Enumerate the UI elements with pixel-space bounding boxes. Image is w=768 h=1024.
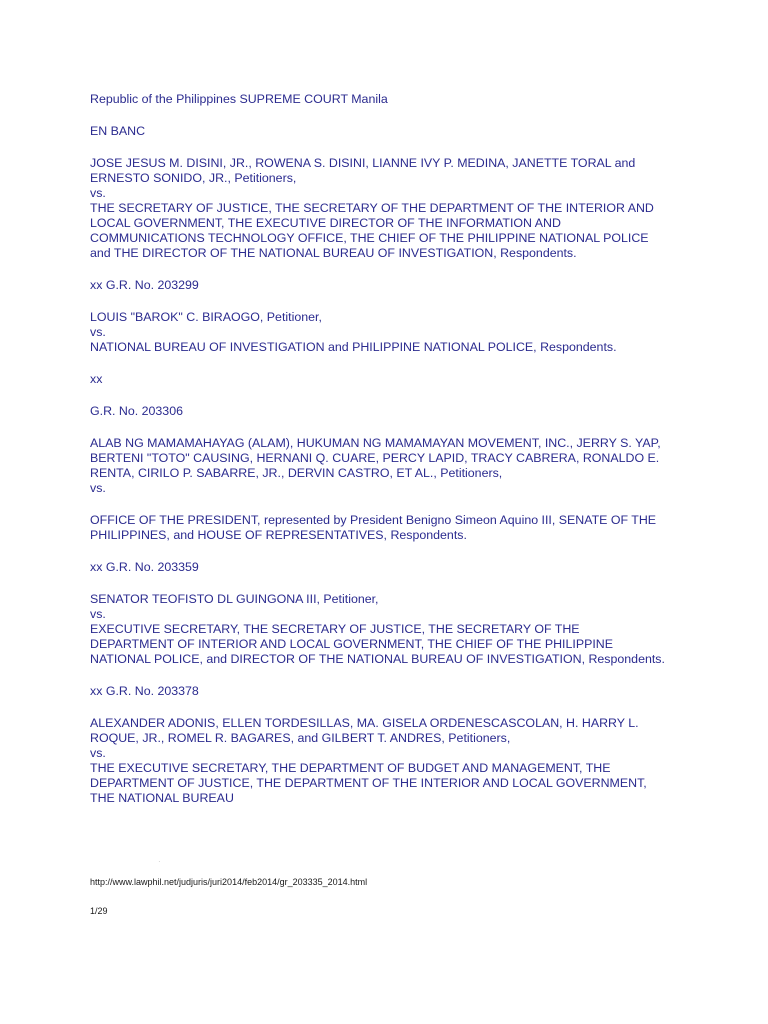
- text-line: EXECUTIVE SECRETARY, THE SECRETARY OF JUSTICE, THE SECRETARY OF THE: [90, 622, 580, 636]
- text-line: JOSE JESUS M. DISINI, JR., ROWENA S. DISINI, LIANNE IVY P. MEDINA, JANETTE TORAL and: [90, 156, 636, 170]
- document-paragraph: [90, 684, 710, 699]
- page-number: 1/29: [90, 906, 108, 916]
- document-paragraph: [90, 560, 710, 575]
- text-line: DEPARTMENT OF JUSTICE, THE DEPARTMENT OF THE INTERIOR AND LOCAL GOVERNMENT,: [90, 776, 647, 790]
- text-line: LOUIS "BAROK" C. BIRAOGO, Petitioner,: [90, 310, 322, 324]
- text-line: EN BANC: [90, 124, 146, 138]
- text-line: xx: [90, 372, 103, 386]
- text-line: vs.: [90, 481, 106, 495]
- document-paragraph: [90, 92, 710, 107]
- text-line: THE SECRETARY OF JUSTICE, THE SECRETARY OF THE DEPARTMENT OF THE INTERIOR AND: [90, 201, 654, 215]
- document-paragraph: [90, 278, 710, 293]
- document-paragraph: [90, 716, 710, 806]
- text-line: DEPARTMENT OF INTERIOR AND LOCAL GOVERNMENT, THE CHIEF OF THE PHILIPPINE: [90, 637, 614, 651]
- text-line: vs.: [90, 607, 106, 621]
- document-paragraph: [90, 124, 710, 139]
- text-line: vs.: [90, 186, 106, 200]
- document-paragraph: [90, 404, 710, 419]
- text-line: SENATOR TEOFISTO DL GUINGONA III, Petitioner,: [90, 592, 379, 606]
- document-paragraph: [90, 156, 710, 261]
- text-line: vs.: [90, 746, 106, 760]
- text-line: and THE DIRECTOR OF THE NATIONAL BUREAU OF INVESTIGATION, Respondents.: [90, 246, 577, 260]
- document-paragraph: [90, 592, 710, 667]
- text-line: G.R. No. 203306: [90, 404, 183, 418]
- text-line: RENTA, CIRILO P. SABARRE, JR., DERVIN CASTRO, ET AL., Petitioners,: [90, 466, 503, 480]
- text-line: xx G.R. No. 203359: [90, 560, 199, 574]
- document-body: [90, 92, 710, 823]
- text-line: ALEXANDER ADONIS, ELLEN TORDESILLAS, MA. GISELA ORDENESCASCOLAN, H. HARRY L.: [90, 716, 639, 730]
- text-line: xx G.R. No. 203378: [90, 684, 199, 698]
- scan-artifact: ·: [158, 857, 161, 866]
- document-paragraph: [90, 310, 710, 355]
- text-line: OFFICE OF THE PRESIDENT, represented by President Benigno Simeon Aquino III, SENATE OF THE: [90, 513, 657, 527]
- text-line: PHILIPPINES, and HOUSE OF REPRESENTATIVES, Respondents.: [90, 528, 467, 542]
- text-line: THE EXECUTIVE SECRETARY, THE DEPARTMENT OF BUDGET AND MANAGEMENT, THE: [90, 761, 611, 775]
- document-paragraph: [90, 436, 710, 496]
- text-line: ERNESTO SONIDO, JR., Petitioners,: [90, 171, 297, 185]
- text-line: xx G.R. No. 203299: [90, 278, 199, 292]
- text-line: NATIONAL BUREAU OF INVESTIGATION and PHILIPPINE NATIONAL POLICE, Respondents.: [90, 340, 617, 354]
- text-line: NATIONAL POLICE, and DIRECTOR OF THE NATIONAL BUREAU OF INVESTIGATION, Respondents.: [90, 652, 665, 666]
- text-line: vs.: [90, 325, 106, 339]
- document-paragraph: [90, 513, 710, 543]
- text-line: Republic of the Philippines SUPREME COURT Manila: [90, 92, 388, 106]
- document-paragraph: [90, 372, 710, 387]
- text-line: BERTENI "TOTO" CAUSING, HERNANI Q. CUARE, PERCY LAPID, TRACY CABRERA, RONALDO E.: [90, 451, 660, 465]
- text-line: THE NATIONAL BUREAU: [90, 791, 234, 805]
- text-line: ALAB NG MAMAMAHAYAG (ALAM), HUKUMAN NG MAMAMAYAN MOVEMENT, INC., JERRY S. YAP,: [90, 436, 661, 450]
- text-line: LOCAL GOVERNMENT, THE EXECUTIVE DIRECTOR OF THE INFORMATION AND: [90, 216, 561, 230]
- text-line: COMMUNICATIONS TECHNOLOGY OFFICE, THE CHIEF OF THE PHILIPPINE NATIONAL POLICE: [90, 231, 649, 245]
- source-url-link[interactable]: http://www.lawphil.net/judjuris/juri2014/feb2014/gr_203335_2014.html: [90, 877, 368, 887]
- text-line: ROQUE, JR., ROMEL R. BAGARES, and GILBERT T. ANDRES, Petitioners,: [90, 731, 511, 745]
